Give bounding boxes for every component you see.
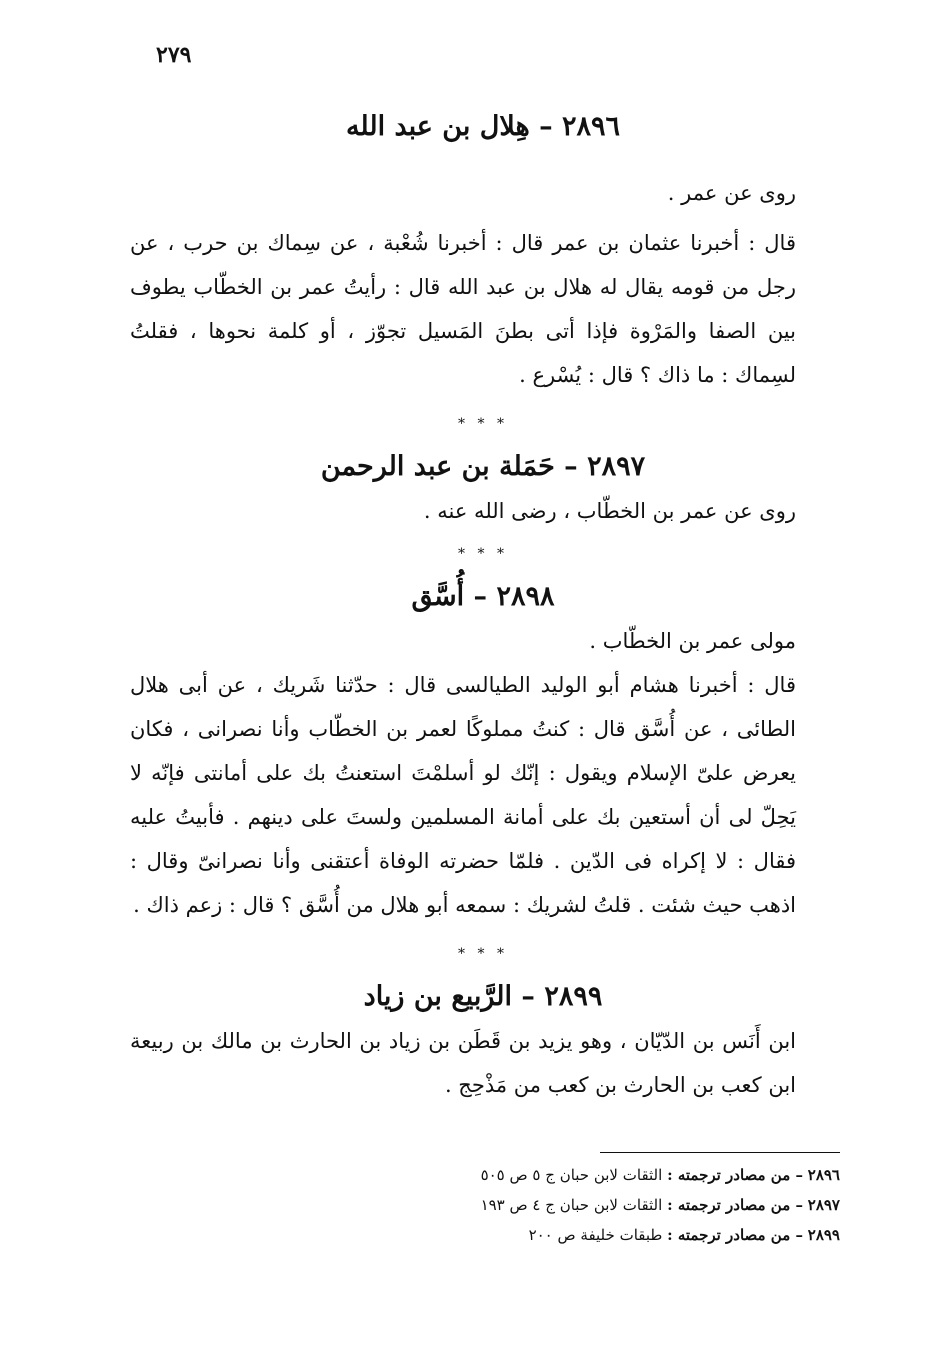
footnote-label: – من مصادر ترجمته : bbox=[667, 1196, 803, 1214]
entry-paragraph: قال : أخبرنا هشام أبو الوليد الطيالسى قال : حدّثنا شَريك ، عن أبى هلال الطائى ، عن أُسَّق قال : كنتُ مملوكًا لعمر بن الخطّاب وأنا نصرانى ، فكان يعرض علىّ الإسلام ويقول : إنّك لو أسلمْتَ استعنتُ بك على أمانتى فإنّه لا يَحِلّ لى أن أستعين بك على أمانة المسلمين ولستَ على دينهم . فأبيتُ عليه فقال : لا إكراه فى الدّين . فلمّا حضرته الوفاة أعتقنى وأنا نصرانىّ وقال : اذهب حيث شئت . قلتُ لشريك : سمعه أبو هلال من أُسَّق ؟ قال : زعم ذاك . bbox=[130, 673, 796, 917]
page-number: ٢٧٩ bbox=[156, 42, 192, 68]
entry-heading: ٢٨٩٦ – هِلال بن عبد الله bbox=[345, 111, 621, 142]
footnote-number: ٢٨٩٦ bbox=[807, 1166, 840, 1184]
section-separator: * * * bbox=[458, 546, 508, 562]
page-body bbox=[130, 105, 836, 1107]
footnote-text: طبقات خليفة ص ٢٠٠ bbox=[528, 1226, 663, 1244]
footnote bbox=[300, 1220, 840, 1250]
entry-2898 bbox=[130, 575, 836, 927]
entry-paragraph: مولى عمر بن الخطّاب . bbox=[589, 629, 796, 653]
entry-heading: ٢٨٩٧ – حَمَلة بن عبد الرحمن bbox=[320, 451, 646, 482]
entry-heading: ٢٨٩٩ – الرَّبيع بن زياد bbox=[363, 981, 603, 1012]
footnote-number: ٢٨٩٧ bbox=[807, 1196, 840, 1214]
section-separator: * * * bbox=[458, 946, 508, 962]
entry-2896 bbox=[130, 105, 836, 397]
footnote-number: ٢٨٩٩ bbox=[807, 1226, 840, 1244]
entry-2899 bbox=[130, 975, 836, 1107]
footnote-divider bbox=[600, 1152, 840, 1153]
entry-paragraph: روى عن عمر . bbox=[667, 181, 796, 205]
section-separator: * * * bbox=[458, 416, 508, 432]
footnote-text: الثقات لابن حبان ج ٥ ص ٥٠٥ bbox=[480, 1166, 663, 1184]
entry-paragraph: روى عن عمر بن الخطّاب ، رضى الله عنه . bbox=[423, 499, 796, 523]
footnote-text: الثقات لابن حبان ج ٤ ص ١٩٣ bbox=[480, 1196, 663, 1214]
footnote bbox=[300, 1160, 840, 1190]
footnote-label: – من مصادر ترجمته : bbox=[667, 1166, 803, 1184]
footnotes bbox=[300, 1160, 840, 1250]
entry-paragraph: ابن أَنَس بن الدّيّان ، وهو يزيد بن قَطَن بن زياد بن الحارث بن مالك بن ربيعة ابن كعب بن الحارث بن كعب من مَذْحِج . bbox=[130, 1029, 796, 1097]
footnote bbox=[300, 1190, 840, 1220]
footnote-label: – من مصادر ترجمته : bbox=[667, 1226, 803, 1244]
entry-paragraph: قال : أخبرنا عثمان بن عمر قال : أخبرنا شُعْبة ، عن سِماك بن حرب ، عن رجل من قومه يقال له هلال بن عبد الله قال : رأيتُ عمر بن الخطّاب يطوف بين الصفا والمَرْوة فإذا أتى بطنَ المَسيل تجوّز ، أو كلمة نحوها ، فقلتُ لسِماك : ما ذاك ؟ قال : يُسْرع . bbox=[130, 231, 796, 387]
entry-heading: ٢٨٩٨ – أُسَّق bbox=[411, 581, 555, 612]
entry-2897 bbox=[130, 445, 836, 533]
